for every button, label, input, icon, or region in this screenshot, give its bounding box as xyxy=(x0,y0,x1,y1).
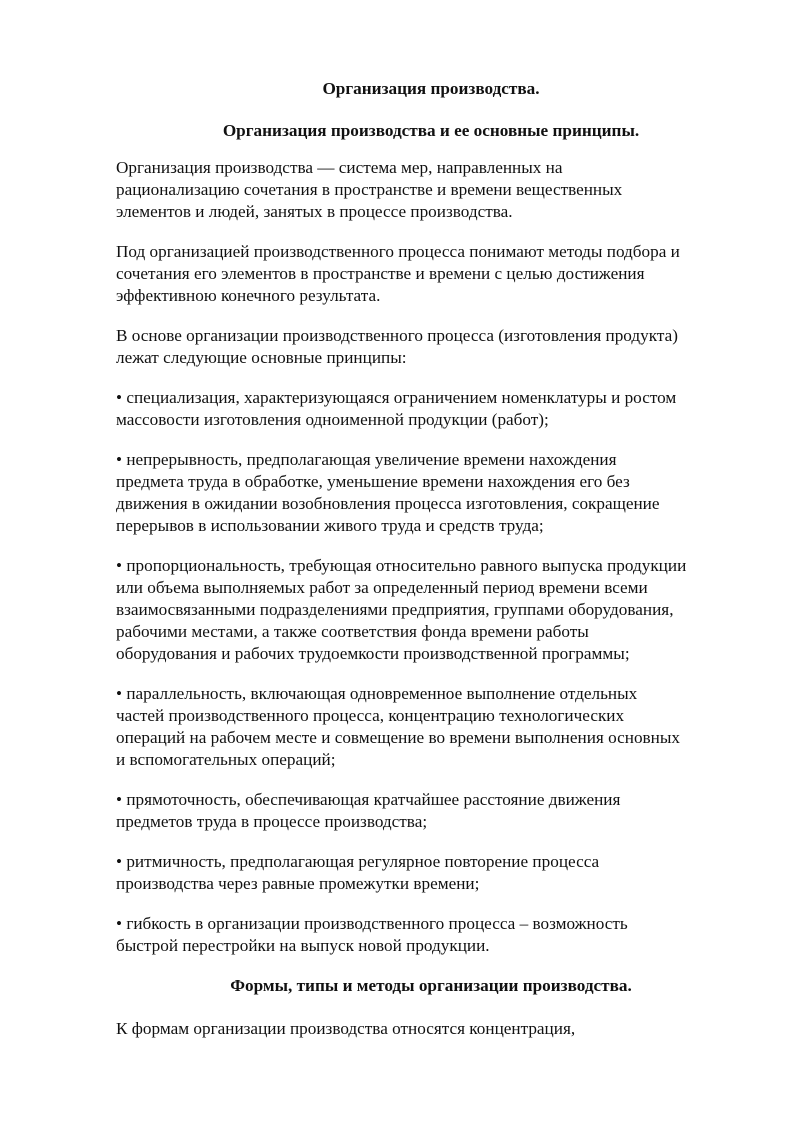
intro-paragraphs xyxy=(116,157,746,369)
text-line: • гибкость в организации производственного процесса – возможность xyxy=(116,914,628,933)
forms-paragraphs xyxy=(116,1018,746,1040)
section-heading-forms: Формы, типы и методы организации производства. xyxy=(230,976,632,995)
text-line: К формам организации производства относятся концентрация, xyxy=(116,1019,576,1038)
text-line: сочетания его элементов в пространстве и времени с целью достижения xyxy=(116,264,645,283)
text-line: рабочими местами, а также соответствия фонда времени работы xyxy=(116,622,589,641)
text-line: или объема выполняемых работ за определенный период времени всеми xyxy=(116,578,648,597)
text-line: Организация производства — система мер, направленных на xyxy=(116,158,563,177)
text-line: предмета труда в обработке, уменьшение времени нахождения его без xyxy=(116,472,630,491)
text-line: • параллельность, включающая одновременное выполнение отдельных xyxy=(116,684,638,703)
text-line: рационализацию сочетания в пространстве и времени вещественных xyxy=(116,180,623,199)
principle-item xyxy=(116,387,746,431)
text-line: элементов и людей, занятых в процессе производства. xyxy=(116,202,513,221)
document-title: Организация производства. xyxy=(322,79,540,98)
paragraph xyxy=(116,157,746,223)
principle-item xyxy=(116,555,746,665)
text-line: предметов труда в процессе производства; xyxy=(116,812,428,831)
paragraph xyxy=(116,241,746,307)
principle-item xyxy=(116,913,746,957)
paragraph xyxy=(116,1018,746,1040)
principle-item xyxy=(116,789,746,833)
text-line: и вспомогательных операций; xyxy=(116,750,336,769)
paragraph xyxy=(116,325,746,369)
text-line: оборудования и рабочих трудоемкости производственной программы; xyxy=(116,644,630,663)
document-content xyxy=(116,78,746,1058)
text-line: лежат следующие основные принципы: xyxy=(116,348,407,367)
text-line: эффективною конечного результата. xyxy=(116,286,381,305)
text-line: перерывов в использовании живого труда и средств труда; xyxy=(116,516,544,535)
principle-item xyxy=(116,683,746,771)
text-line: Под организацией производственного процесса понимают методы подбора и xyxy=(116,242,680,261)
text-line: • специализация, характеризующаяся ограничением номенклатуры и ростом xyxy=(116,388,677,407)
text-line: взаимосвязанными подразделениями предприятия, группами оборудования, xyxy=(116,600,674,619)
text-line: • пропорциональность, требующая относительно равного выпуска продукции xyxy=(116,556,687,575)
text-line: операций на рабочем месте и совмещение во времени выполнения основных xyxy=(116,728,680,747)
text-line: быстрой перестройки на выпуск новой продукции. xyxy=(116,936,490,955)
principles-list xyxy=(116,387,746,957)
section-heading-principles: Организация производства и ее основные принципы. xyxy=(222,121,640,140)
text-line: производства через равные промежутки времени; xyxy=(116,874,480,893)
text-line: частей производственного процесса, концентрацию технологических xyxy=(116,706,625,725)
text-line: движения в ожидании возобновления процесса изготовления, сокращение xyxy=(116,494,660,513)
text-line: • ритмичность, предполагающая регулярное повторение процесса xyxy=(116,852,600,871)
text-line: В основе организации производственного процесса (изготовления продукта) xyxy=(116,326,678,345)
principle-item xyxy=(116,449,746,537)
text-line: массовости изготовления одноименной продукции (работ); xyxy=(116,410,549,429)
text-line: • непрерывность, предполагающая увеличение времени нахождения xyxy=(116,450,617,469)
text-line: • прямоточность, обеспечивающая кратчайшее расстояние движения xyxy=(116,790,621,809)
principle-item xyxy=(116,851,746,895)
